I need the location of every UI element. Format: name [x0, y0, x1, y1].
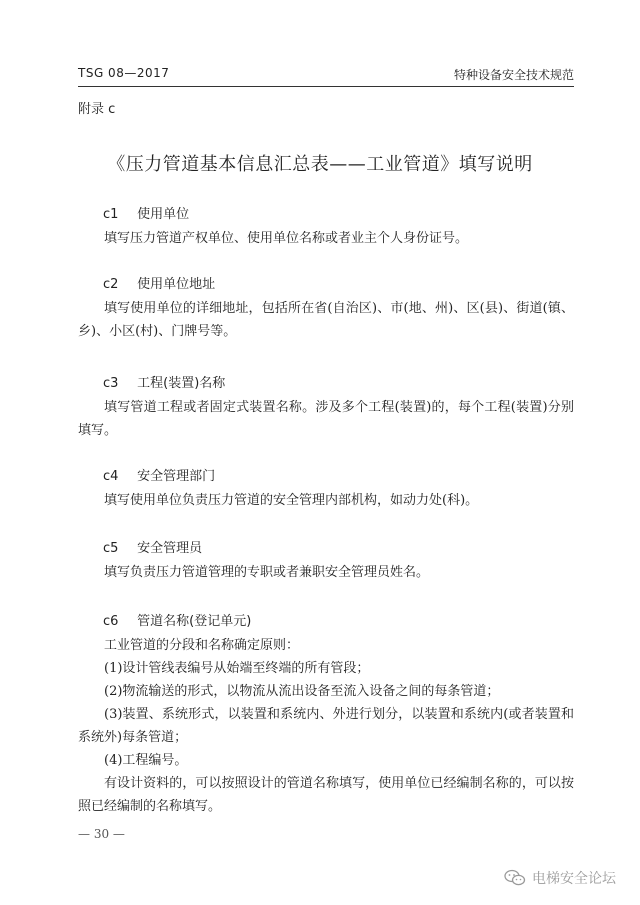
section-title: 安全管理员	[137, 541, 203, 556]
section-code: c1	[103, 207, 119, 222]
section-code: c5	[103, 541, 119, 556]
section-heading-c2	[103, 273, 215, 292]
paragraph-c6-item-2: (2)物流输送的形式，以物流从流出设备至流入设备之间的每条管道；	[104, 684, 500, 699]
paragraph-c6-item-1: (1)设计管线表编号从始端至终端的所有管段；	[104, 661, 370, 676]
paragraph-c6-intro: 工业管道的分段和名称确定原则：	[104, 638, 300, 653]
section-code: c2	[103, 277, 119, 292]
section-code: c6	[103, 614, 119, 629]
header-standard-title: 特种设备安全技术规范	[453, 68, 574, 82]
section-code: c4	[103, 469, 119, 484]
section-code: c3	[103, 376, 119, 391]
running-header	[78, 64, 574, 87]
watermark	[504, 868, 616, 888]
watermark-text: 电梯安全论坛	[532, 871, 616, 887]
section-title: 管道名称(登记单元)	[137, 614, 252, 629]
paragraph-c5: 填写负责压力管道管理的专职或者兼职安全管理员姓名。	[104, 565, 430, 580]
paragraph-c2: 填写使用单位的详细地址，包括所在省(自治区)、市(地、州)、区(县)、街道(镇、乡)、小区(村)、门牌号等。	[78, 301, 574, 339]
section-heading-c4	[103, 465, 215, 484]
wechat-icon	[504, 869, 526, 887]
header-standard-code: TSG 08—2017	[78, 66, 170, 80]
section-title: 工程(装置)名称	[137, 376, 226, 391]
appendix-label: 附录 c	[78, 102, 116, 117]
section-heading-c3	[103, 372, 225, 391]
section-title: 使用单位地址	[137, 277, 216, 292]
section-heading-c6	[103, 610, 251, 629]
section-heading-c1	[103, 203, 189, 222]
paragraph-c6-note: 有设计资料的，可以按照设计的管道名称填写，使用单位已经编制名称的，可以按照已经编制的名称填写。	[78, 776, 574, 814]
paragraph-c4: 填写使用单位负责压力管道的安全管理内部机构，如动力处(科)。	[104, 493, 479, 508]
paragraph-c6-item-3: (3)装置、系统形式，以装置和系统内、外进行划分，以装置和系统内(或者装置和系统外)每条管道；	[78, 707, 574, 745]
paragraph-c3: 填写管道工程或者固定式装置名称。涉及多个工程(装置)的，每个工程(装置)分别填写。	[78, 400, 574, 438]
section-title: 使用单位	[137, 207, 190, 222]
page-number: — 30 —	[78, 827, 125, 841]
page-title: 《压力管道基本信息汇总表——工业管道》填写说明	[107, 154, 533, 175]
section-title: 安全管理部门	[137, 469, 216, 484]
paragraph-c1: 填写压力管道产权单位、使用单位名称或者业主个人身份证号。	[104, 231, 469, 246]
paragraph-c6-item-4: (4)工程编号。	[104, 753, 188, 768]
section-heading-c5	[103, 537, 202, 556]
